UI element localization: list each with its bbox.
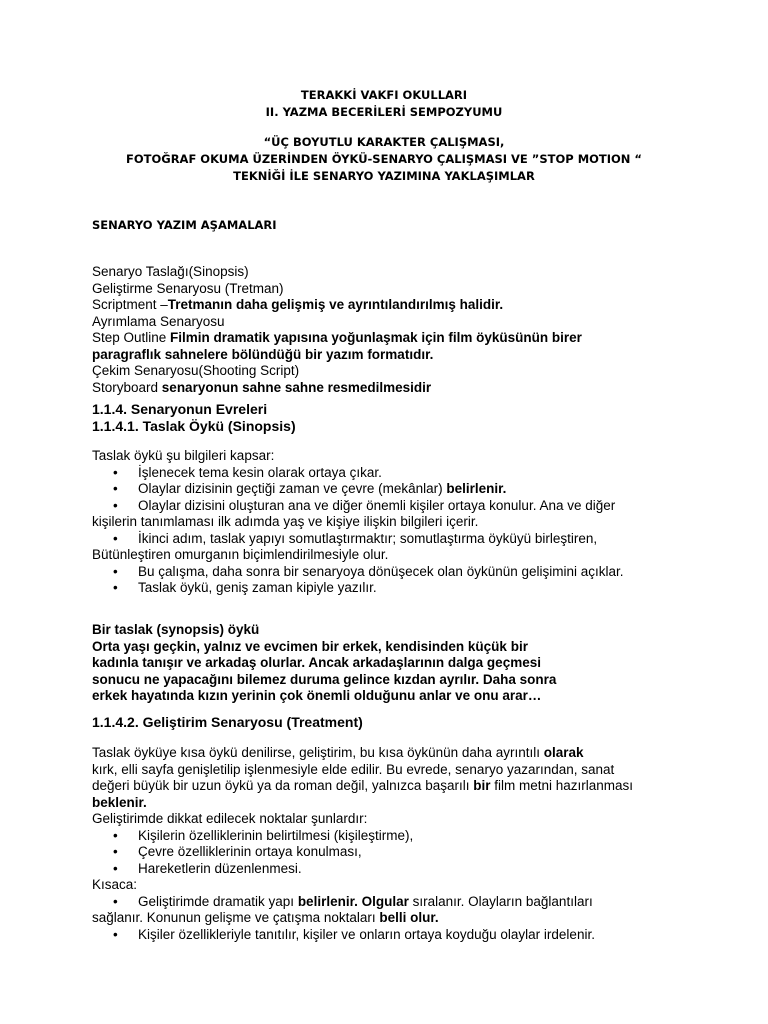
paragraph-text: değeri büyük bir uzun öykü ya da roman değil, yalnızca başarılı [92,778,474,793]
stage-label: Scriptment – [92,297,168,312]
list-item-text: sağlanır. Konunun gelişme ve çatışma noktaları [92,910,380,925]
list-item [92,828,692,845]
synopsis-features [92,448,692,597]
list-item-text: Bu çalışma, daha sonra bir senaryoya dönüşecek olan öykünün gelişimini açıklar. [138,563,624,579]
list-item-text: Geliştirimde dramatik yapı [138,893,298,909]
paragraph-emphasis: bir [473,778,491,793]
stage-description-cont: paragraflık sahnelere bölündüğü bir yazım formatıdır. [92,346,434,362]
stage-item [92,380,692,397]
list-item-text: Taslak öykü, geniş zaman kipiyle yazılır. [138,580,377,595]
list-item [92,481,692,498]
list-item [92,531,692,548]
list-item-text: Kişilerin özelliklerinin belirtilmesi (kişileştirme), [138,827,414,843]
title-line-1: “ÜÇ BOYUTLU KARAKTER ÇALIŞMASI, [263,135,505,149]
paragraph-text: film metni hazırlanması [490,778,634,793]
stage-label: Storyboard [92,379,162,395]
bullet-icon: • [113,893,118,909]
stage-description: Tretmanın daha gelişmiş ve ayrıntılandırılmış halidir. [167,297,504,312]
example-line: kadınla tanışır ve arkadaş olurlar. Ancak arkadaşlarının dalga geçmesi [92,655,541,670]
list-item-emphasis: belirlenir. Olgular [297,893,409,909]
bullet-icon: • [113,464,118,480]
list-item [92,927,692,944]
stage-label: Step Outline [92,330,171,345]
bullet-icon: • [113,580,118,595]
treatment-section [92,714,692,731]
example-synopsis [92,622,692,705]
subsection-heading: 1.1.4.1. Taslak Öykü (Sinopsis) [92,418,296,434]
bullet-icon: • [113,481,118,496]
paragraph-line: kırk, elli sayfa genişletilip işlenmesiyle elde edilir. Bu evrede, senaryo yazarından, sanat [92,761,615,777]
section-title: SENARYO YAZIM AŞAMALARI [92,218,277,232]
list-item-text: Çevre özelliklerinin ortaya konulması, [138,844,362,859]
title-line-2: FOTOĞRAF OKUMA ÜZERİNDEN ÖYKÜ-SENARYO ÇALIŞMASI VE ”STOP MOTION “ [126,152,642,166]
bullet-icon: • [113,926,118,942]
list-item-cont: kişilerin tanımlaması ilk adımda yaş ve kişiye ilişkin bilgileri içerir. [92,514,479,529]
list-item-text: Olaylar dizisinin geçtiği zaman ve çevre (mekânlar) [138,481,447,496]
list-intro: Geliştirimde dikkat edilecek noktalar şunlardır: [92,811,368,826]
example-line: Orta yaşı geçkin, yalnız ve evcimen bir erkek, kendisinden küçük bir [92,638,528,654]
list-item-text: İkinci adım, taslak yapıyı somutlaştırmaktır; somutlaştırma öyküyü birleştiren, [138,530,598,546]
stage-item: Ayrımlama Senaryosu [92,313,225,329]
bullet-icon: • [113,530,118,546]
list-item-text: İşlenecek tema kesin olarak ortaya çıkar. [138,464,382,480]
stage-item: Geliştirme Senaryosu (Tretman) [92,280,284,296]
list-item-text: Kişiler özellikleriyle tanıtılır, kişiler ve onların ortaya koyduğu olaylar irdelenir. [138,926,595,942]
list-item [92,465,692,482]
subsection-heading: 1.1.4.2. Geliştirim Senaryosu (Treatment) [92,714,363,730]
list-item-text: Hareketlerin düzenlenmesi. [138,860,302,876]
list-item [92,580,692,597]
stage-item: Senaryo Taslağı(Sinopsis) [92,264,249,279]
list-item [92,564,692,581]
treatment-body [92,745,692,943]
list-item [92,844,692,861]
stage-item: Çekim Senaryosu(Shooting Script) [92,363,300,378]
list-item-cont [92,910,692,927]
stage-item [92,330,692,347]
evreler-section [92,401,692,435]
example-title: Bir taslak (synopsis) öykü [92,622,260,637]
paragraph-line [92,745,692,762]
list-item [92,498,692,515]
stage-item [92,297,692,314]
list-item-text: Olaylar dizisini oluşturan ana ve diğer önemli kişiler ortaya konulur. Ana ve diğer [138,497,616,513]
title-line-3: TEKNİĞİ İLE SENARYO YAZIMINA YAKLAŞIMLAR [233,169,535,183]
bullet-icon: • [113,860,118,876]
stages-list [92,264,692,396]
paragraph-emphasis: olarak [543,745,584,760]
document-title [0,134,768,185]
list-item-text: sıralanır. Olayların bağlantıları [408,893,593,909]
paragraph-text: Taslak öyküye kısa öykü denilirse, geliştirim, bu kısa öykünün daha ayrıntılı [92,745,544,760]
paragraph-line: beklenir. [92,794,147,810]
stage-description: Filmin dramatik yapısına yoğunlaşmak için film öyküsünün birer [170,330,582,345]
bullet-icon: • [113,844,118,859]
stage-description: senaryonun sahne sahne resmedilmesidir [161,379,432,395]
list-item-emphasis: belli olur. [379,910,439,925]
list-item-emphasis: belirlenir. [446,481,507,496]
list-item-cont: Bütünleştiren omurganın biçimlendirilmesiyle olur. [92,547,389,562]
school-name: TERAKKİ VAKFI OKULLARI [300,88,468,102]
bullet-icon: • [113,563,118,579]
list-item [92,861,692,878]
list-item [92,894,692,911]
paragraph-line [92,778,692,795]
section-heading: 1.1.4. Senaryonun Evreleri [92,401,268,417]
list-intro: Taslak öykü şu bilgileri kapsar: [92,448,275,463]
summary-label: Kısaca: [92,877,138,892]
example-line: erkek hayatında kızın yerinin çok önemli olduğunu anlar ve onu arar… [92,688,542,703]
bullet-icon: • [113,827,118,843]
bullet-icon: • [113,497,118,513]
event-name: II. YAZMA BECERİLERİ SEMPOZYUMU [265,105,503,119]
document-header [0,87,768,121]
example-line: sonucu ne yapacağını bilemez duruma gelince kızdan ayrılır. Daha sonra [92,671,557,687]
